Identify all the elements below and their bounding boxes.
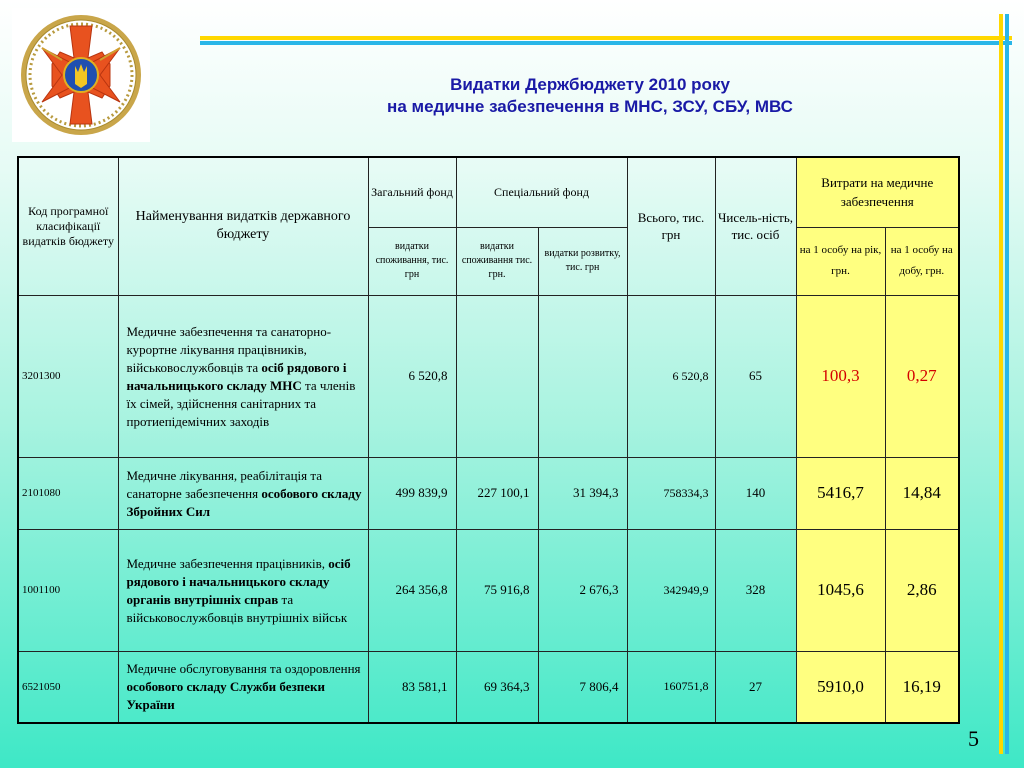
cell-per-day: 14,84 — [885, 457, 959, 529]
header-total: Всього, тис. грн — [627, 157, 715, 295]
header-general-consumption: видатки споживання, тис. грн — [368, 227, 456, 295]
page-number: 5 — [968, 726, 979, 751]
cell-total: 6 520,8 — [627, 295, 715, 457]
header-name: Найменування видатків державного бюджету — [118, 157, 368, 295]
cell-special-consumption: 227 100,1 — [456, 457, 538, 529]
cell-code: 3201300 — [18, 295, 118, 457]
cell-per-day: 16,19 — [885, 651, 959, 723]
cell-general: 6 520,8 — [368, 295, 456, 457]
cell-total: 160751,8 — [627, 651, 715, 723]
cell-name — [118, 457, 368, 529]
cell-per-year: 1045,6 — [796, 529, 885, 651]
header-med-costs: Витрати на медичне забезпечення — [796, 157, 959, 227]
cell-name — [118, 529, 368, 651]
decorative-vline-blue — [1005, 14, 1009, 754]
cell-code: 1001100 — [18, 529, 118, 651]
cell-special-development — [538, 295, 627, 457]
name-emphasis: особового складу Збройних Сил — [126, 485, 362, 519]
cell-per-day: 0,27 — [885, 295, 959, 457]
cell-count: 65 — [715, 295, 796, 457]
cell-total: 758334,3 — [627, 457, 715, 529]
cell-special-development: 31 394,3 — [538, 457, 627, 529]
slide-title — [300, 74, 880, 118]
cell-total: 342949,9 — [627, 529, 715, 651]
name-text: та членів їх сімей, здійснення санітарних та протиепідемічних заходів — [126, 377, 356, 429]
cell-code: 6521050 — [18, 651, 118, 723]
decorative-line-blue — [200, 41, 1012, 45]
name-emphasis: осіб рядового і начальницького складу органів внутрішніх справ — [126, 555, 351, 607]
cell-count: 27 — [715, 651, 796, 723]
cell-per-year: 5416,7 — [796, 457, 885, 529]
cell-general: 83 581,1 — [368, 651, 456, 723]
name-text: Медичне обслуговування та оздоровлення — [126, 661, 361, 677]
cell-per-year: 5910,0 — [796, 651, 885, 723]
header-per-year: на 1 особу на рік, грн. — [796, 227, 885, 295]
header-special-development: видатки розвитку, тис. грн — [538, 227, 627, 295]
name-text: та військовослужбовців внутрішніх військ — [126, 591, 348, 625]
name-emphasis: осіб рядового і начальницького складу МНС — [126, 359, 347, 393]
table-row — [18, 651, 959, 723]
cell-name — [118, 651, 368, 723]
budget-table — [17, 156, 960, 724]
cell-special-development: 2 676,3 — [538, 529, 627, 651]
table-row — [18, 457, 959, 529]
cell-code: 2101080 — [18, 457, 118, 529]
cell-special-development: 7 806,4 — [538, 651, 627, 723]
cell-general: 499 839,9 — [368, 457, 456, 529]
header-special-fund: Спеціальний фонд — [456, 157, 627, 227]
header-code: Код програмної класифікації видатків бюджету — [18, 157, 118, 295]
title-line-1: Видатки Держбюджету 2010 року — [450, 75, 730, 94]
name-emphasis: особового складу Служби безпеки України — [126, 679, 325, 713]
cell-special-consumption — [456, 295, 538, 457]
cell-count: 140 — [715, 457, 796, 529]
table-row — [18, 295, 959, 457]
name-text: Медичне лікування, реабілітація та санаторне забезпечення — [126, 467, 322, 501]
name-text: Медичне забезпечення та санаторно-курортне лікування працівників, військовослужбовців та — [126, 323, 332, 375]
cell-special-consumption: 69 364,3 — [456, 651, 538, 723]
emergency-service-emblem-icon — [12, 8, 150, 142]
cell-general: 264 356,8 — [368, 529, 456, 651]
header-general-fund: Загальний фонд — [368, 157, 456, 227]
header-special-consumption: видатки споживання тис. грн. — [456, 227, 538, 295]
cell-per-year: 100,3 — [796, 295, 885, 457]
cell-name — [118, 295, 368, 457]
title-line-2: на медичне забезпечення в МНС, ЗСУ, СБУ, МВС — [387, 97, 793, 116]
cell-special-consumption: 75 916,8 — [456, 529, 538, 651]
cell-count: 328 — [715, 529, 796, 651]
table-row — [18, 529, 959, 651]
header-per-day: на 1 особу на добу, грн. — [885, 227, 959, 295]
header-count: Чисель-ність, тис. осіб — [715, 157, 796, 295]
cell-per-day: 2,86 — [885, 529, 959, 651]
name-text: Медичне забезпечення працівників, — [126, 555, 329, 571]
decorative-vline-yellow — [999, 14, 1003, 754]
decorative-line-yellow — [200, 36, 1012, 40]
